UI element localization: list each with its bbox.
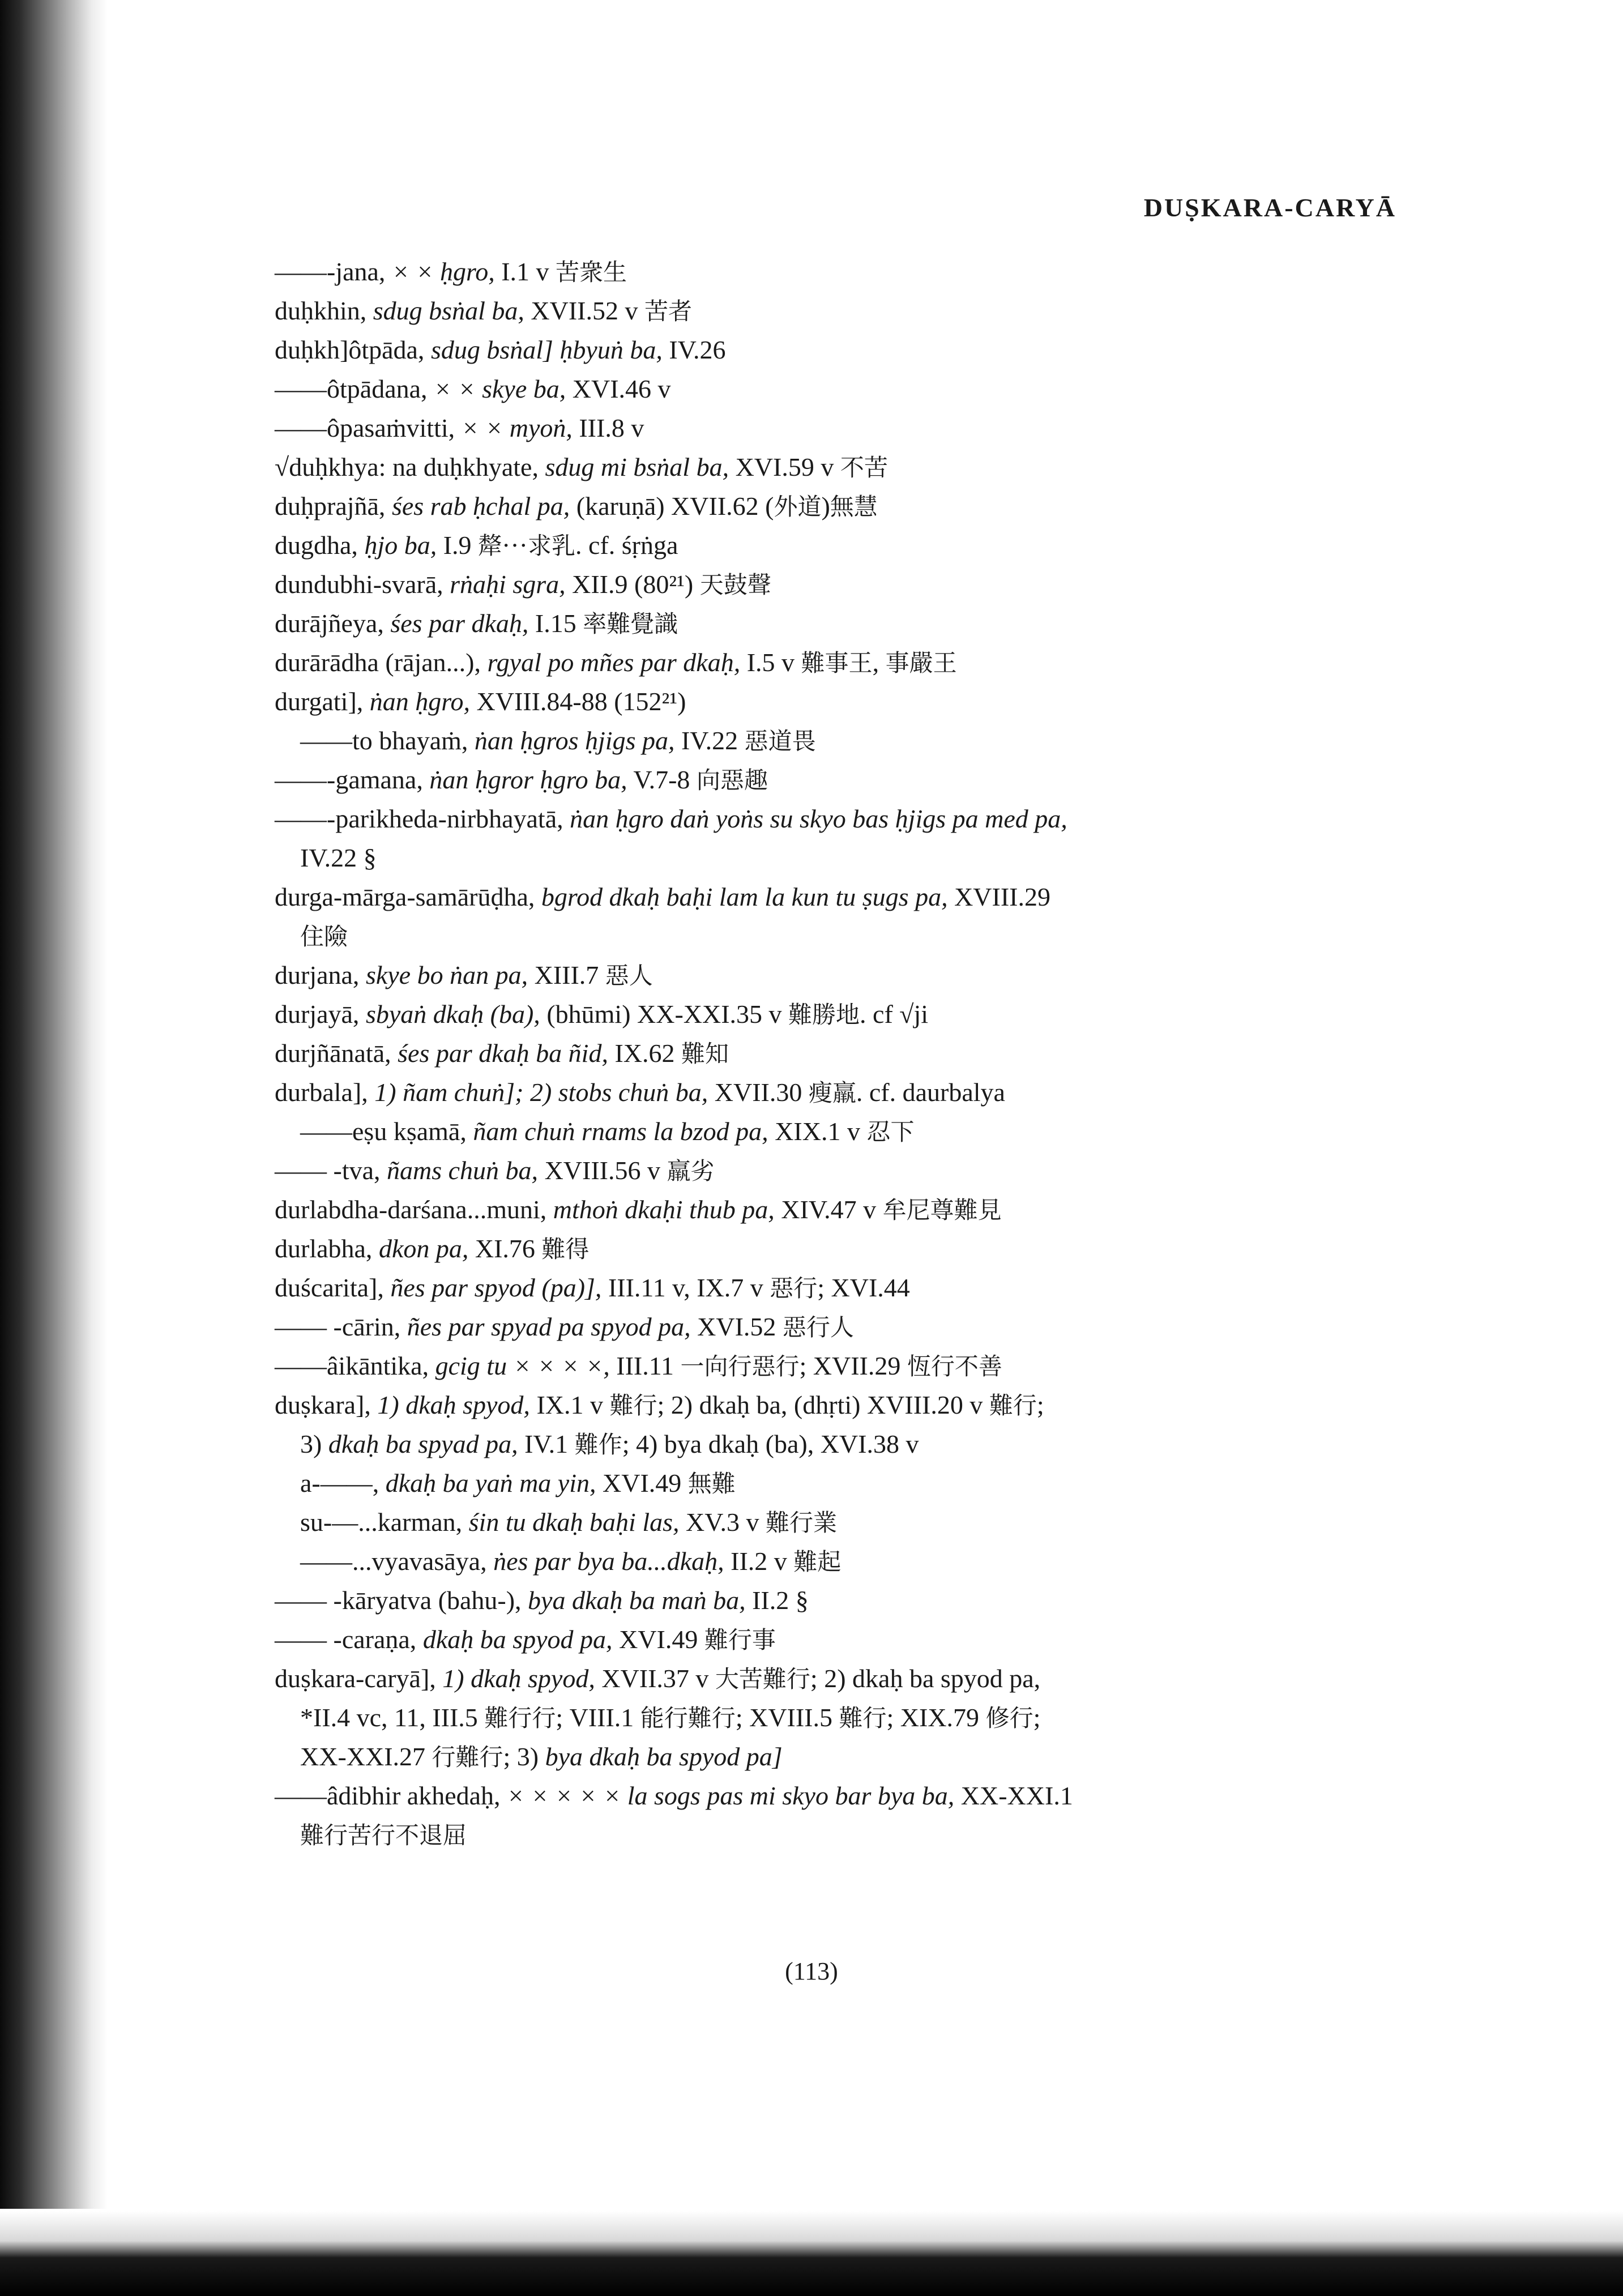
entry-reference: XVI.52 惡行人 bbox=[697, 1312, 854, 1341]
tibetan-equivalent: ṅes par bya ba...dkaḥ, bbox=[493, 1547, 724, 1576]
entry-headword: duḥkh]ôtpāda, bbox=[275, 335, 425, 364]
entry-headword: durgati], bbox=[275, 687, 364, 716]
entry-headword: duṣkara], bbox=[275, 1390, 371, 1419]
entry-reference: 難行苦行不退屈 bbox=[300, 1821, 467, 1849]
entry-headword: ——-jana, bbox=[275, 257, 386, 286]
tibetan-equivalent: dkon pa, bbox=[378, 1234, 469, 1263]
entry-line bbox=[275, 291, 1402, 330]
entry-reference: XIII.7 惡人 bbox=[534, 961, 653, 989]
entry-reference: XVI.49 難行事 bbox=[619, 1625, 776, 1654]
entry-headword: durjñānatā, bbox=[275, 1039, 391, 1068]
entry-reference: XIX.1 v 忍下 bbox=[775, 1117, 915, 1146]
entry-line bbox=[275, 1268, 1402, 1307]
running-header: DUṢKARA-CARYĀ bbox=[1143, 193, 1396, 222]
tibetan-equivalent: ñes par spyad pa spyod pa, bbox=[407, 1312, 691, 1341]
entry-reference: III.11 v, IX.7 v 惡行; XVI.44 bbox=[608, 1273, 910, 1302]
entry-line bbox=[275, 1542, 1402, 1581]
entry-headword: ——-parikheda-nirbhayatā, bbox=[275, 804, 563, 833]
entry-line bbox=[275, 1620, 1402, 1659]
tibetan-equivalent: × × ḥgro, bbox=[391, 257, 495, 286]
entry-line bbox=[275, 1151, 1402, 1190]
entry-reference: I.9 犛···求乳. cf. śṛṅga bbox=[443, 531, 678, 560]
entry-reference: I.5 v 難事王, 事嚴王 bbox=[746, 648, 957, 677]
entry-reference: XVI.49 無難 bbox=[603, 1469, 736, 1497]
tibetan-equivalent: sdug mi bsṅal ba, bbox=[545, 453, 729, 481]
entry-headword: durlabha, bbox=[275, 1234, 373, 1263]
tibetan-equivalent: bya dkaḥ ba spyod pa] bbox=[545, 1742, 783, 1771]
entry-reference: (karuṇā) XVII.62 (外道)無慧 bbox=[576, 492, 878, 520]
entry-line bbox=[275, 877, 1402, 916]
tibetan-equivalent: bya dkaḥ ba maṅ ba, bbox=[528, 1586, 746, 1615]
entry-line bbox=[275, 995, 1402, 1034]
tibetan-equivalent: dkaḥ ba spyad pa, bbox=[328, 1429, 518, 1458]
tibetan-equivalent: 1) ñam chuṅ]; 2) stobs chuṅ ba, bbox=[374, 1078, 708, 1107]
entry-reference: XVI.59 v 不苦 bbox=[735, 453, 888, 481]
entry-line bbox=[275, 916, 1402, 955]
entry-reference: II.2 v 難起 bbox=[731, 1547, 842, 1576]
entry-headword: —— -cārin, bbox=[275, 1312, 401, 1341]
entry-line bbox=[275, 1776, 1402, 1815]
entry-headword: dundubhi-svarā, bbox=[275, 570, 443, 599]
entry-headword: XX-XXI.27 行難行; 3) bbox=[300, 1742, 539, 1771]
entry-headword: duḥprajñā, bbox=[275, 492, 386, 520]
entry-line bbox=[275, 1190, 1402, 1229]
tibetan-equivalent: 1) dkaḥ spyod, bbox=[377, 1390, 530, 1419]
entry-line bbox=[275, 1307, 1402, 1346]
page-number: (113) bbox=[785, 1957, 838, 1985]
entry-line bbox=[275, 486, 1402, 526]
entry-headword: 3) bbox=[300, 1429, 322, 1458]
tibetan-equivalent: ñam chuṅ rnams la bzod pa, bbox=[473, 1117, 768, 1146]
entry-reference: XVI.46 v bbox=[572, 374, 671, 403]
entry-reference: (bhūmi) XX-XXI.35 v 難勝地. cf √ji bbox=[546, 1000, 929, 1028]
tibetan-equivalent: śes par dkaḥ ba ñid, bbox=[398, 1039, 608, 1068]
entry-reference: IX.62 難知 bbox=[614, 1039, 729, 1068]
entry-headword: durārādha (rājan...), bbox=[275, 648, 481, 677]
entry-headword: ——eṣu kṣamā, bbox=[300, 1117, 467, 1146]
entry-reference: III.8 v bbox=[579, 413, 644, 442]
tibetan-equivalent: gcig tu × × × ×, bbox=[435, 1351, 610, 1380]
tibetan-equivalent: mthoṅ dkaḥi thub pa, bbox=[553, 1195, 775, 1224]
entry-line bbox=[275, 1463, 1402, 1503]
tibetan-equivalent: 1) dkaḥ spyod, bbox=[442, 1664, 595, 1693]
entry-reference: XII.9 (80²¹) 天鼓聲 bbox=[572, 570, 771, 599]
entry-line bbox=[275, 1073, 1402, 1112]
entry-line bbox=[275, 1659, 1402, 1698]
tibetan-equivalent: śes rab ḥchal pa, bbox=[391, 492, 570, 520]
entry-reference: IV.22 惡道畏 bbox=[681, 726, 816, 755]
entry-headword: durga-mārga-samārūḍha, bbox=[275, 882, 535, 911]
entry-headword: durbala], bbox=[275, 1078, 368, 1107]
tibetan-equivalent: śin tu dkaḥ baḥi las, bbox=[468, 1508, 680, 1537]
tibetan-equivalent: dkaḥ ba spyod pa, bbox=[422, 1625, 613, 1654]
entry-reference: IX.1 v 難行; 2) dkaḥ ba, (dhṛti) XVIII.20 v 難行; bbox=[536, 1390, 1044, 1419]
tibetan-equivalent: rṅaḥi sgra, bbox=[450, 570, 566, 599]
entry-reference: IV.26 bbox=[669, 335, 726, 364]
tibetan-equivalent: ñams chuṅ ba, bbox=[387, 1156, 539, 1185]
tibetan-equivalent: × × skye ba, bbox=[434, 374, 566, 403]
entry-headword: ——to bhayaṁ, bbox=[300, 726, 468, 755]
tibetan-equivalent: sdug bsṅal] ḥbyuṅ ba, bbox=[430, 335, 663, 364]
entry-line bbox=[275, 1815, 1402, 1854]
entry-headword: —— -tva, bbox=[275, 1156, 381, 1185]
tibetan-equivalent: śes par dkaḥ, bbox=[390, 609, 529, 638]
tibetan-equivalent: ṅan ḥgros ḥjigs pa, bbox=[474, 726, 675, 755]
tibetan-equivalent: ṅan ḥgror ḥgro ba, bbox=[429, 765, 627, 794]
tibetan-equivalent: × × myoṅ, bbox=[461, 413, 573, 442]
entry-reference: I.15 率難覺識 bbox=[535, 609, 678, 638]
entry-reference: XV.3 v 難行業 bbox=[686, 1508, 838, 1537]
entry-line bbox=[275, 408, 1402, 447]
entry-reference: XVII.37 v 大苦難行; 2) dkaḥ ba spyod pa, bbox=[601, 1664, 1041, 1693]
entry-headword: *II.4 vc, 11, III.5 難行行; VIII.1 能行難行; XVIII.5 難行; XIX.79 修行; bbox=[300, 1703, 1041, 1732]
tibetan-equivalent: dkaḥ ba yaṅ ma yin, bbox=[385, 1469, 596, 1497]
entry-headword: ——ôpasaṁvitti, bbox=[275, 413, 455, 442]
entry-reference: XX-XXI.1 bbox=[960, 1781, 1073, 1810]
entry-line bbox=[275, 1034, 1402, 1073]
tibetan-equivalent: sdug bsṅal ba, bbox=[373, 296, 524, 325]
entry-line bbox=[275, 1737, 1402, 1776]
entry-reference: V.7-8 向惡趣 bbox=[633, 765, 768, 794]
entry-headword: IV.22 § bbox=[300, 843, 377, 872]
tibetan-equivalent: ṅan ḥgro daṅ yoṅs su skyo bas ḥjigs pa med pa, bbox=[570, 804, 1067, 833]
tibetan-equivalent: bgrod dkaḥ baḥi lam la kun tu ṣugs pa, bbox=[541, 882, 948, 911]
scan-bottom-shadow bbox=[0, 2211, 1623, 2296]
entry-headword: ——ôtpādana, bbox=[275, 374, 428, 403]
entry-line bbox=[275, 1503, 1402, 1542]
entry-line bbox=[275, 447, 1402, 486]
entry-headword: su-—...karman, bbox=[300, 1508, 463, 1537]
entry-reference: XVII.52 v 苦者 bbox=[531, 296, 692, 325]
entry-reference: IV.1 難作; 4) bya dkaḥ (ba), XVI.38 v bbox=[524, 1429, 919, 1458]
entry-headword: —— -caraṇa, bbox=[275, 1625, 417, 1654]
entry-headword: durājñeya, bbox=[275, 609, 384, 638]
entry-line bbox=[275, 1581, 1402, 1620]
entry-reference: XVIII.84-88 (152²¹) bbox=[476, 687, 686, 716]
entry-line bbox=[275, 1229, 1402, 1268]
entry-headword: —— -kāryatva (bahu-), bbox=[275, 1586, 522, 1615]
entry-line bbox=[275, 1346, 1402, 1385]
entry-headword: dugdha, bbox=[275, 531, 358, 560]
tibetan-equivalent: ḥjo ba, bbox=[364, 531, 437, 560]
tibetan-equivalent: × × × × × la sogs pas mi skyo bar bya ba, bbox=[507, 1781, 955, 1810]
entry-line bbox=[275, 330, 1402, 369]
entry-line bbox=[275, 565, 1402, 604]
entry-line bbox=[275, 721, 1402, 760]
entry-headword: duṣkara-caryā], bbox=[275, 1664, 436, 1693]
entry-reference: III.11 一向行惡行; XVII.29 恆行不善 bbox=[616, 1351, 1002, 1380]
entry-line bbox=[275, 1698, 1402, 1737]
entry-reference: I.1 v 苦衆生 bbox=[501, 257, 627, 286]
entry-line bbox=[275, 604, 1402, 643]
entry-headword: ——âikāntika, bbox=[275, 1351, 429, 1380]
entry-line bbox=[275, 1385, 1402, 1424]
entry-reference: XVIII.29 bbox=[954, 882, 1050, 911]
entry-line bbox=[275, 799, 1402, 838]
tibetan-equivalent: rgyal po mñes par dkaḥ, bbox=[487, 648, 741, 677]
entry-headword: durlabdha-darśana...muni, bbox=[275, 1195, 547, 1224]
entry-line bbox=[275, 1112, 1402, 1151]
entry-reference: XVII.30 瘦羸. cf. daurbalya bbox=[714, 1078, 1005, 1107]
scan-left-shadow bbox=[0, 0, 108, 2209]
entry-line bbox=[275, 526, 1402, 565]
entry-headword: √duḥkhya: na duḥkhyate, bbox=[275, 453, 539, 481]
entry-headword: ——âdibhir akhedaḥ, bbox=[275, 1781, 501, 1810]
entry-line bbox=[275, 643, 1402, 682]
entry-headword: a-——, bbox=[300, 1469, 379, 1497]
entry-reference: II.2 § bbox=[752, 1586, 809, 1615]
entry-headword: ——-gamana, bbox=[275, 765, 423, 794]
dictionary-entries bbox=[275, 252, 1402, 1854]
entry-line bbox=[275, 838, 1402, 877]
tibetan-equivalent: sbyaṅ dkaḥ (ba), bbox=[365, 1000, 540, 1028]
entry-reference: XVIII.56 v 羸劣 bbox=[544, 1156, 715, 1185]
entry-headword: duścarita], bbox=[275, 1273, 384, 1302]
entry-line bbox=[275, 369, 1402, 408]
tibetan-equivalent: ṅan ḥgro, bbox=[369, 687, 470, 716]
entry-reference: 住險 bbox=[300, 923, 348, 950]
entry-headword: duḥkhin, bbox=[275, 296, 367, 325]
entry-line bbox=[275, 955, 1402, 995]
tibetan-equivalent: ñes par spyod (pa)], bbox=[390, 1273, 602, 1302]
entry-reference: XIV.47 v 牟尼尊難見 bbox=[781, 1195, 1002, 1224]
entry-headword: durjana, bbox=[275, 961, 360, 989]
entry-reference: XI.76 難得 bbox=[475, 1234, 590, 1263]
entry-line bbox=[275, 252, 1402, 291]
entry-line bbox=[275, 1424, 1402, 1463]
entry-headword: durjayā, bbox=[275, 1000, 360, 1028]
tibetan-equivalent: skye bo ṅan pa, bbox=[365, 961, 528, 989]
entry-line bbox=[275, 760, 1402, 799]
entry-headword: ——...vyavasāya, bbox=[300, 1547, 487, 1576]
entry-line bbox=[275, 682, 1402, 721]
